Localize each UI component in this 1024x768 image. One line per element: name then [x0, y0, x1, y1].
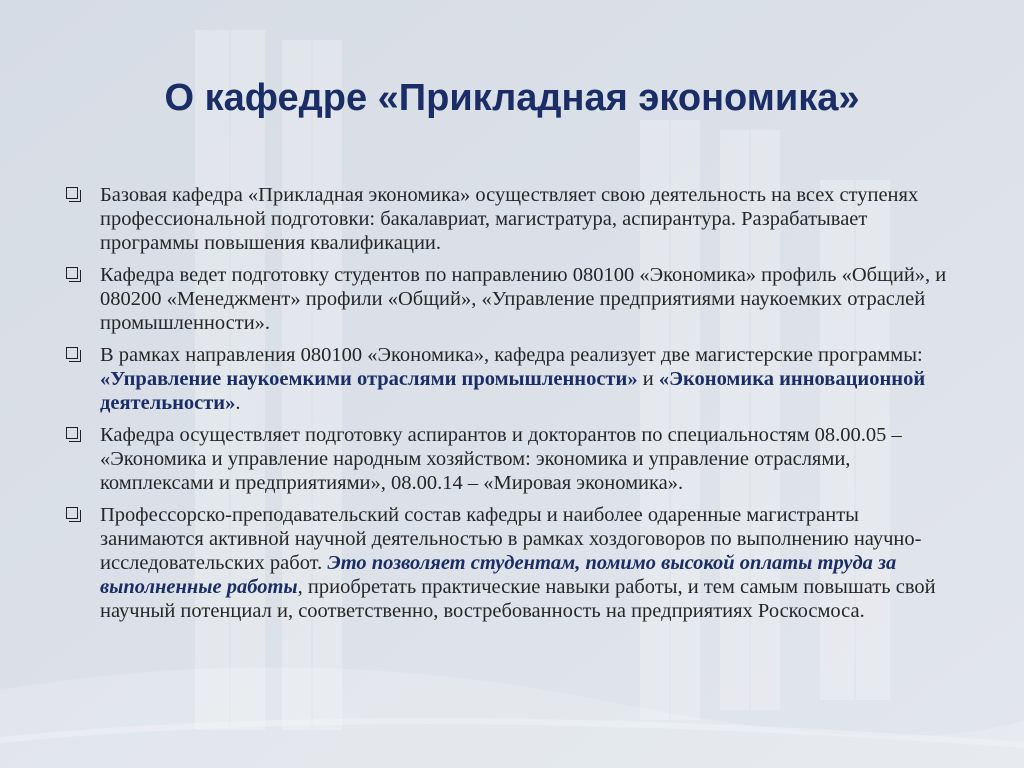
slide-title: О кафедре «Прикладная экономика» — [164, 77, 860, 119]
bullet-list — [66, 183, 966, 631]
list-item — [66, 343, 966, 415]
program-highlight: «Управление наукоемкими отраслями промышленности» — [100, 368, 638, 390]
list-item — [66, 183, 966, 255]
checkbox-bullet-icon — [66, 267, 78, 279]
list-item-text — [100, 343, 966, 415]
list-item-text: Кафедра ведет подготовку студентов по направлению 080100 «Экономика» профиль «Общий», и 080200 «Менеджмент» профили «Общий», «Управление предприятиями наукоемких отраслей промышленности». — [100, 264, 947, 334]
list-item-text-part: и — [637, 368, 659, 390]
list-item-text — [100, 503, 966, 623]
checkbox-bullet-icon — [66, 507, 78, 519]
program-highlight: «Экономика инновационной деятельности» — [100, 368, 926, 414]
list-item-text: Базовая кафедра «Прикладная экономика» осуществляет свою деятельность на всех ступенях профессиональной подготовки: бакалавриат, магистратура, аспирантура. Разрабатывает программы повышения квалификации. — [100, 184, 919, 254]
list-item-text: Кафедра осуществляет подготовку аспирантов и докторантов по специальностям 08.00.05 – «Экономика и управление народным хозяйством: экономика и управление отраслями, комплексами и предприятиями», 08.00.14 – «Мировая экономика». — [100, 424, 902, 494]
list-item-text-part: , приобретать практические навыки работы, и тем самым повышать свой научный потенциал и, соответственно, востребованность на предприятиях Роскосмоса. — [100, 576, 936, 622]
list-item — [66, 503, 966, 623]
list-item — [66, 423, 966, 495]
list-item — [66, 263, 966, 335]
list-item-text-part: Профессорско-преподавательский состав кафедры и наиболее одаренные магистранты занимаются активной научной деятельностью в рамках хоздоговоров по выполнению научно-исследовательских работ. — [100, 504, 922, 574]
list-item-text-part: . — [235, 392, 241, 414]
emphasis-highlight: Это позволяет студентам, помимо высокой оплаты труда за выполненные работы — [100, 552, 897, 598]
checkbox-bullet-icon — [66, 427, 78, 439]
checkbox-bullet-icon — [66, 347, 78, 359]
checkbox-bullet-icon — [66, 187, 78, 199]
list-item-text-part: В рамках направления 080100 «Экономика», кафедра реализует две магистерские программы: — [100, 344, 923, 366]
